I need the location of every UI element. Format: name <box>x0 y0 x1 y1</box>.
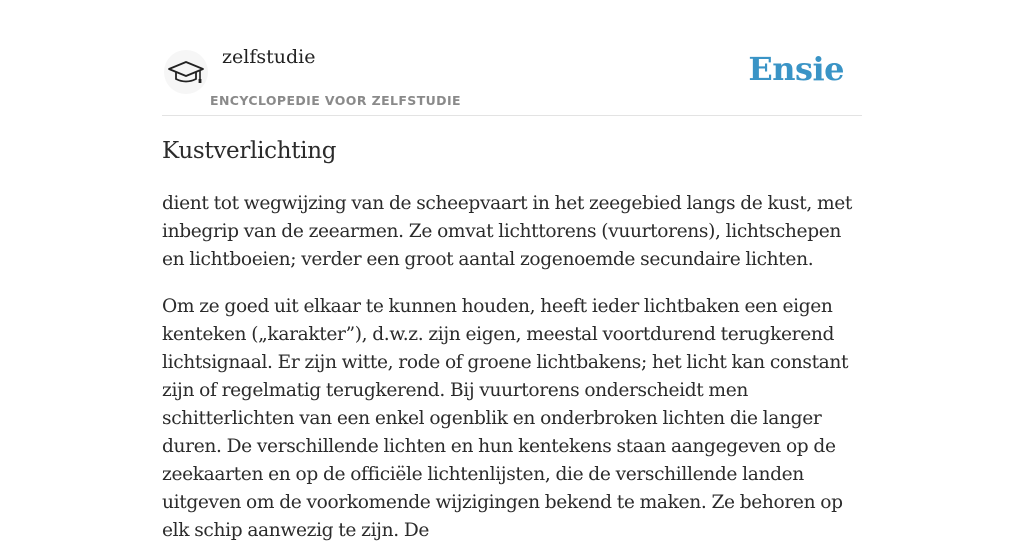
article-paragraph: Om ze goed uit elkaar te kunnen houden, heeft ieder lichtbaken een eigen kenteken („karakter”), d.w.z. zijn eigen, meestal voortdurend terugkerend lichtsignaal. Er zijn witte, rode of groene lichtbakens; het licht kan constant zijn of regelmatig terugkerend. Bij vuurtorens onderscheidt men schitterlichten van een enkel ogenblik en onderbroken lichten die langer duren. De verschillende lichten en hun kentekens staan aangegeven op de zeekaarten en op de officiële lichtenlijsten, die de verschillende landen uitgeven om de voorkomende wijzigingen bekend te maken. Ze behoren op elk schip aanwezig te zijn. De <box>162 296 849 541</box>
site-header <box>162 40 862 116</box>
brand-logo[interactable]: Ensie <box>748 50 844 88</box>
article-title: Kustverlichting <box>162 138 337 164</box>
article <box>162 138 862 545</box>
site-name[interactable]: zelfstudie <box>222 46 316 68</box>
graduation-cap-icon[interactable] <box>164 50 208 94</box>
article-paragraph: dient tot wegwijzing van de scheepvaart in het zeegebied langs de kust, met inbegrip van de zeearmen. Ze omvat lichttorens (vuurtorens), lichtschepen en lichtboeien; verder een groot aantal zogenoemde secundaire lichten. <box>162 193 853 270</box>
site-tagline: ENCYCLOPEDIE VOOR ZELFSTUDIE <box>210 93 461 108</box>
